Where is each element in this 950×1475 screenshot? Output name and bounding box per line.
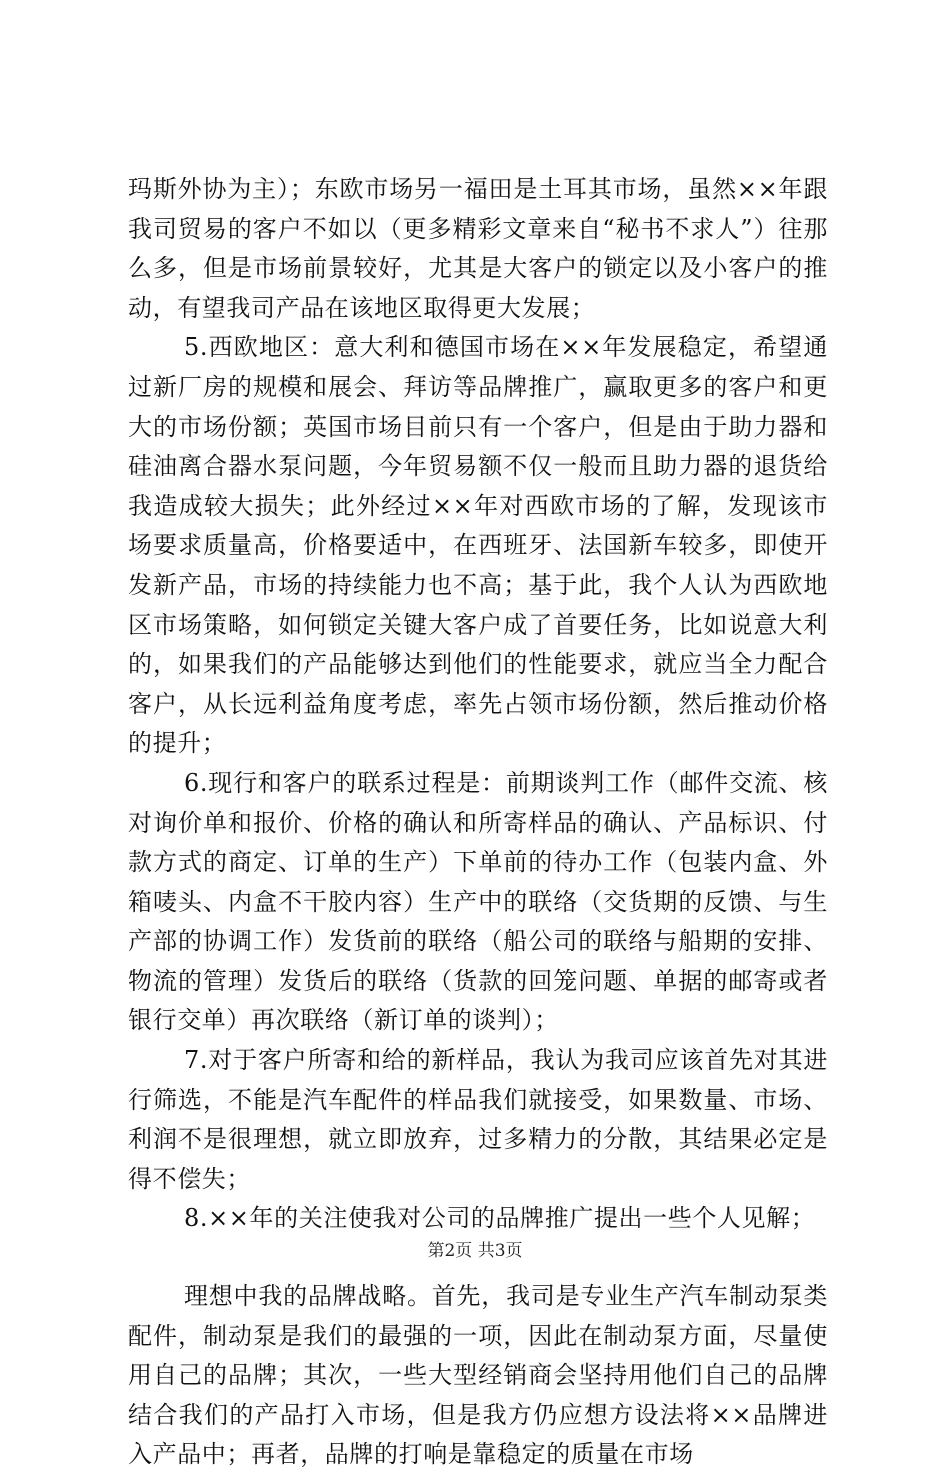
page-number-footer: 第2页 共3页 — [427, 1241, 523, 1261]
paragraph-item-6-customer-contact: 6.现行和客户的联系过程是：前期谈判工作（邮件交流、核对询价单和报价、价格的确认和所寄样品的确认、产品标识、付款方式的商定、订单的生产）下单前的待办工作（包装内盒、外箱唛头、内盒不干胶内容）生产中的联络（交货期的反馈、与生产部的协调工作）发货前的联络（船公司的联络与船期的安排、物流的管理）发货后的联络（货款的回笼问题、单据的邮寄或者银行交单）再次联络（新订单的谈判）； — [128, 768, 828, 1035]
paragraph-item-7-samples: 7.对于客户所寄和给的新样品，我认为我司应该首先对其进行筛选，不能是汽车配件的样品我们就接受，如果数量、市场、利润不是很理想，就立即放弃，过多精力的分散，其结果必定是得不偿失； — [128, 1046, 828, 1193]
paragraph-eastern-europe: 玛斯外协为主）；东欧市场另一福田是土耳其市场，虽然××年跟我司贸易的客户不如以（更多精彩文章来自“秘书不求人”）往那么多，但是市场前景较好，尤其是大客户的锁定以及小客户的推动，有望我司产品在该地区取得更大发展； — [128, 175, 828, 322]
paragraph-item-8-brand: 8.××年的关注使我对公司的品牌推广提出一些个人见解； — [184, 1204, 816, 1233]
paragraph-item-5-western-europe: 5.西欧地区：意大利和德国市场在××年发展稳定，希望通过新厂房的规模和展会、拜访等品牌推广，赢取更多的客户和更大的市场份额；英国市场目前只有一个客户，但是由于助力器和硅油离合器水泵问题，今年贸易额不仅一般而且助力器的退货给我造成较大损失；此外经过××年对西欧市场的了解，发现该市场要求质量高，价格要适中，在西班牙、法国新车较多，即使开发新产品，市场的持续能力也不高；基于此，我个人认为西欧地区市场策略，如何锁定关键大客户成了首要任务，比如说意大利的，如果我们的产品能够达到他们的性能要求，就应当全力配合客户，从长远利益角度考虑，率先占领市场份额，然后推动价格的提升； — [128, 333, 828, 758]
paragraph-brand-strategy: 理想中我的品牌战略。首先，我司是专业生产汽车制动泵类配件，制动泵是我们的最强的一项，因此在制动泵方面，尽量使用自己的品牌；其次，一些大型经销商会坚持用他们自己的品牌结合我们的产品打入市场，但是我方仍应想方设法将××品牌进入产品中；再者，品牌的打响是靠稳定的质量在市场 — [128, 1282, 828, 1469]
document-body — [128, 170, 828, 1475]
